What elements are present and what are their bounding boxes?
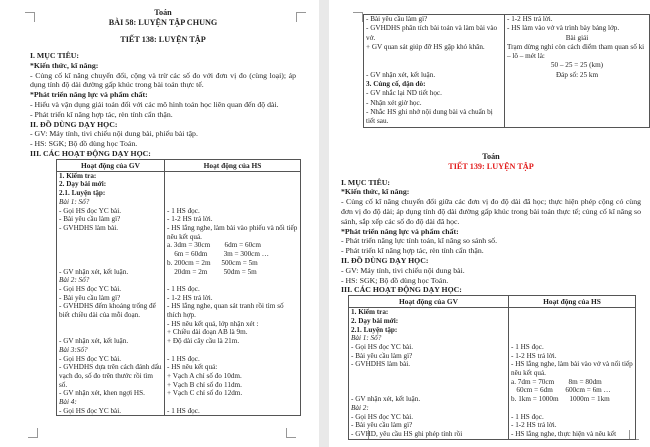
text-line: - 1-2 HS trả lời. bbox=[167, 293, 213, 302]
text-line: - Nhắc HS ghi nhớ nội dung bài và chuẩn bị tiết sau. bbox=[366, 107, 495, 126]
text-line: b. 1km = 1000m 1000m = 1km bbox=[511, 395, 610, 404]
text-line: - GVHDHS dựa trên cách đánh dấu vạch đo, số đo trên thước rồi tìm số. bbox=[59, 363, 164, 389]
text-line: + Vạch A chỉ số đo 10dm. bbox=[167, 371, 242, 380]
text-line: - HS: SGK; Bộ đồ dùng học Toán. bbox=[341, 275, 449, 285]
text-line: 6m = 60dm 3m = 300cm … bbox=[167, 250, 269, 259]
table-row bbox=[57, 268, 301, 277]
text-line: 2.1. Luyện tập: bbox=[59, 189, 106, 198]
table-row bbox=[349, 308, 636, 343]
table-cell-gv bbox=[57, 268, 165, 277]
text-line: Đáp số: 25 km bbox=[555, 70, 599, 79]
table-cell-gv bbox=[57, 276, 165, 285]
text-line: - 1-2 HS trả lời. bbox=[511, 421, 557, 430]
text-line: - HS làm vào vở và trình bày bảng lớp. bbox=[507, 24, 620, 33]
text-line: *Kiến thức, kĩ năng: bbox=[341, 187, 410, 197]
table-cell-hs bbox=[505, 43, 650, 71]
table-row bbox=[349, 430, 636, 439]
text-line: Bài 2: bbox=[351, 403, 369, 412]
text-line: II. ĐỒ DÙNG DẠY HỌC: bbox=[30, 119, 118, 129]
table-cell-gv bbox=[364, 43, 505, 71]
table-cell-hs bbox=[509, 421, 636, 430]
table-row bbox=[57, 355, 301, 364]
table-cell-hs bbox=[505, 24, 650, 43]
table-row bbox=[57, 302, 301, 337]
table-row bbox=[364, 24, 650, 43]
text-line: - GV nhận xét, kết luận. bbox=[59, 337, 129, 346]
lesson-title: BÀI 58: LUYỆN TẬP CHUNG bbox=[108, 18, 218, 27]
text-line: - GVHDHS làm bài. bbox=[351, 360, 411, 369]
text-line: + Vạch C chỉ số đo 12dm. bbox=[167, 389, 243, 398]
activities-table-138 bbox=[56, 159, 301, 417]
text-line: - 1-2 HS trả lời. bbox=[507, 15, 553, 23]
text-line: - GVHD, yêu cầu HS ghi phép tính rồi bbox=[351, 429, 463, 438]
text-line: - 1 HS đọc. bbox=[167, 354, 200, 363]
text-line: - Bài yêu cầu làm gì? bbox=[59, 293, 121, 302]
text-line: - GVHDHS làm bài. bbox=[59, 223, 119, 232]
text-line: - Gọi HS đọc YC bài. bbox=[59, 406, 122, 415]
text-line: - Gọi HS đọc YC bài. bbox=[59, 284, 122, 293]
text-line: - Củng cố kĩ năng chuyển đổi giữa các đơn vị đo độ dài đã học; thực hiện phép cộng có cùng đơn vị đo độ dài; áp dụng tính độ dài đường gấp khúc trong bài toán thực tế; củng cố kĩ năng so sánh, sắp xếp các số đo độ dài đã học. bbox=[341, 197, 643, 226]
text-line: - Bài yêu cầu làm gì? bbox=[366, 15, 428, 23]
table-row bbox=[57, 285, 301, 294]
table-cell-gv bbox=[57, 207, 165, 216]
text-line: - Củng cố kĩ năng chuyển đổi, cộng và trừ các số đo với đơn vị đo (cùng loại); áp dụng tính độ dài đường gấp khúc trong bài toán thực tế. bbox=[30, 70, 298, 90]
text-line: 1. Kiểm tra: bbox=[59, 171, 97, 180]
text-line: - Phát triển kĩ năng hợp tác, rèn tính cẩn thận. bbox=[341, 246, 484, 256]
text-line: + Độ dài cây cầu là 21m. bbox=[167, 337, 240, 346]
table-cell-gv bbox=[364, 15, 505, 25]
text-line: - Gọi HS đọc YC bài. bbox=[59, 206, 122, 215]
table-cell-gv bbox=[349, 343, 509, 352]
table-cell-hs bbox=[165, 215, 301, 224]
text-line: - GV nhận xét, kết luận. bbox=[366, 70, 436, 79]
text-line: - 1 HS đọc. bbox=[167, 284, 200, 293]
table-cell-hs bbox=[509, 404, 636, 413]
text-line: Bài 4: bbox=[59, 398, 77, 407]
page-gap bbox=[319, 0, 329, 447]
table-cell-hs bbox=[165, 346, 301, 355]
margin-corner-mark bbox=[28, 428, 38, 438]
table-row bbox=[57, 389, 301, 398]
table-cell-hs bbox=[165, 398, 301, 407]
table-cell-gv bbox=[349, 308, 509, 343]
table-row bbox=[57, 276, 301, 285]
text-line: 50 – 25 = 25 (km) bbox=[550, 61, 604, 70]
text-line: - Bài yêu cầu làm gì? bbox=[351, 351, 413, 360]
table-cell-gv bbox=[364, 24, 505, 43]
text-line: - GV nhận xét, khen ngợi HS. bbox=[59, 389, 145, 398]
table-cell-gv bbox=[349, 413, 509, 422]
table-column-header: Hoạt động của HS bbox=[509, 296, 636, 308]
text-line: 20dm = 2m 50dm = 5m bbox=[167, 267, 257, 276]
table-row bbox=[349, 352, 636, 361]
text-line: - Gọi HS đọc YC bài. bbox=[351, 412, 414, 421]
table-row bbox=[349, 343, 636, 352]
text-line: *Kiến thức, kĩ năng: bbox=[30, 60, 99, 70]
table-row bbox=[57, 207, 301, 216]
table-cell-gv bbox=[57, 398, 165, 407]
text-line: - Nhận xét giờ học. bbox=[366, 98, 422, 107]
table-cell-hs bbox=[509, 430, 636, 439]
text-line: a. 3dm = 30cm 6dm = 60cm bbox=[167, 241, 261, 250]
table-cell-gv bbox=[57, 346, 165, 355]
text-line: - 1 HS đọc. bbox=[511, 342, 544, 351]
text-line: *Phát triển năng lực và phẩm chất: bbox=[30, 90, 148, 100]
table-row bbox=[57, 224, 301, 268]
table-cell-gv bbox=[57, 215, 165, 224]
text-line: - Hiểu và vận dụng giải toán đối với các mô hình toán học liên quan đến độ dài. bbox=[30, 99, 279, 109]
text-line: 60cm = 6dm 600cm = 6m … bbox=[511, 386, 611, 395]
text-line: + GV quan sát giúp đỡ HS gặp khó khăn. bbox=[366, 42, 485, 51]
subject-title: Toán bbox=[154, 8, 172, 17]
table-cell-hs bbox=[509, 343, 636, 352]
table-cell-gv bbox=[57, 285, 165, 294]
text-line: 2. Dạy bài mới: bbox=[59, 180, 107, 189]
page-right bbox=[329, 0, 650, 447]
table-cell-gv bbox=[349, 421, 509, 430]
table-cell-hs bbox=[165, 389, 301, 398]
text-line: - Gọi HS đọc YC bài. bbox=[351, 342, 414, 351]
text-line: b. 200cm = 2m 500cm = 5m bbox=[167, 258, 258, 267]
table-cell-hs bbox=[165, 224, 301, 268]
text-line: - HS lắng nghe, làm bài vào vở và nối tiếp nêu kết quả. bbox=[511, 360, 635, 378]
table-cell-hs bbox=[165, 268, 301, 277]
table-cell-hs bbox=[165, 407, 301, 416]
text-line: - Phát triển năng lực tính toán, kĩ năng so sánh số. bbox=[341, 236, 498, 246]
table-cell-hs bbox=[165, 302, 301, 337]
text-line: - 1-2 HS trả lời. bbox=[511, 351, 557, 360]
table-row bbox=[57, 363, 301, 389]
text-line: - HS lắng nghe, thực hiện và nêu kết bbox=[511, 429, 617, 438]
table-cell-gv bbox=[57, 224, 165, 268]
text-line: - GV nhận xét, kết luận. bbox=[351, 395, 421, 404]
table-cell-hs bbox=[509, 352, 636, 361]
table-row bbox=[57, 346, 301, 355]
text-line: - GVHDHS phân tích bài toán và làm bài vào vở. bbox=[366, 24, 499, 42]
table-cell-gv bbox=[349, 352, 509, 361]
table-row bbox=[364, 43, 650, 71]
text-line: III. CÁC HOẠT ĐỘNG DẠY HỌC: bbox=[341, 285, 462, 295]
text-line: - Bài yêu cầu làm gì? bbox=[351, 421, 413, 430]
table-cell-hs bbox=[165, 363, 301, 389]
text-line: Trạm dừng nghỉ còn cách điểm tham quan số ki – lô – mét là: bbox=[507, 42, 646, 61]
table-column-header: Hoạt động của GV bbox=[57, 159, 165, 171]
table-cell-gv bbox=[57, 294, 165, 303]
table-cell-gv bbox=[349, 430, 509, 439]
text-line: I. MỤC TIÊU: bbox=[30, 51, 80, 60]
table-cell-gv bbox=[57, 363, 165, 389]
text-line: a. 7dm = 70cm 8m = 80dm bbox=[511, 377, 602, 386]
text-line: Bài 1: Số? bbox=[351, 334, 382, 343]
text-line: II. ĐỒ DÙNG DẠY HỌC: bbox=[341, 255, 429, 265]
objectives-section bbox=[341, 178, 641, 296]
text-line: - Bài yêu cầu làm gì? bbox=[59, 215, 121, 224]
page-left-content bbox=[30, 8, 300, 416]
text-line: Bài 2: Số? bbox=[59, 276, 90, 285]
subject-title: Toán bbox=[482, 151, 500, 161]
text-line: - HS: SGK; Bộ đồ dùng học Toán. bbox=[30, 139, 138, 149]
margin-corner-mark bbox=[296, 12, 306, 22]
text-line: - GVHDHS đếm khoảng trống để biết chiều dài của mỗi đoạn. bbox=[59, 302, 158, 320]
text-line: - HS nêu kết quả, lớp nhận xét : bbox=[167, 319, 259, 328]
table-cell-gv bbox=[364, 71, 505, 80]
text-line: - 1 HS đọc. bbox=[167, 406, 200, 415]
table-cell-gv bbox=[349, 395, 509, 404]
table-cell-gv bbox=[57, 302, 165, 337]
table-cell-hs bbox=[165, 276, 301, 285]
text-line: 2. Dạy bài mới: bbox=[351, 316, 399, 325]
table-column-header: Hoạt động của HS bbox=[165, 159, 301, 171]
activities-table-138-continued bbox=[363, 14, 650, 128]
table-row bbox=[57, 171, 301, 206]
table-cell-hs bbox=[509, 395, 636, 404]
margin-corner-mark bbox=[286, 428, 296, 438]
table-row bbox=[57, 407, 301, 416]
table-cell-gv bbox=[57, 337, 165, 346]
text-line: 1. Kiểm tra: bbox=[351, 308, 389, 317]
page-left bbox=[0, 0, 319, 447]
text-line: - HS lắng nghe, làm bài vào phiếu và nối tiếp nêu kết quả. bbox=[167, 223, 300, 241]
table-cell-hs bbox=[165, 355, 301, 364]
text-line: + Chiều dài đoạn AB là 9m. bbox=[167, 328, 248, 337]
objectives-section bbox=[30, 51, 296, 159]
table-row bbox=[349, 421, 636, 430]
text-line: Bài 1: Số? bbox=[59, 197, 90, 206]
table-cell-hs bbox=[505, 71, 650, 80]
table-cell-hs bbox=[509, 308, 636, 343]
table-row bbox=[364, 80, 650, 127]
period-title-139: TIẾT 139: LUYỆN TẬP bbox=[448, 161, 534, 171]
table-row bbox=[57, 337, 301, 346]
text-line: - HS nêu kết quả: bbox=[167, 363, 218, 372]
table-cell-gv bbox=[349, 360, 509, 395]
table-cell-gv bbox=[349, 404, 509, 413]
table-cell-hs bbox=[509, 413, 636, 422]
table-cell-hs bbox=[505, 80, 650, 127]
text-line: - GV: Máy tính, tivi chiếu nội dung bài. bbox=[341, 265, 465, 275]
activities-table-139 bbox=[348, 295, 636, 440]
table-row bbox=[364, 15, 650, 25]
text-line: - GV nhắc lại ND tiết học. bbox=[366, 89, 442, 98]
page-right-content bbox=[341, 14, 646, 440]
table-cell-gv bbox=[57, 407, 165, 416]
text-line: Bài 3:Số? bbox=[59, 345, 88, 354]
text-line: I. MỤC TIÊU: bbox=[341, 177, 391, 187]
table-row bbox=[57, 294, 301, 303]
text-line: 2.1. Luyện tập: bbox=[351, 325, 398, 334]
table-row bbox=[349, 395, 636, 404]
text-line: - HS lắng nghe, quan sát tranh rồi tìm số thích hợp. bbox=[167, 302, 286, 320]
table-row bbox=[349, 413, 636, 422]
text-line: - GV nhận xét, kết luận. bbox=[59, 267, 129, 276]
table-cell-gv bbox=[57, 355, 165, 364]
text-line: - 1 HS đọc. bbox=[167, 206, 200, 215]
table-cell-hs bbox=[165, 285, 301, 294]
table-row bbox=[364, 71, 650, 80]
table-cell-hs bbox=[165, 337, 301, 346]
text-line: - 1 HS đọc. bbox=[511, 412, 544, 421]
text-line: Bài giải bbox=[565, 33, 589, 42]
text-line: - Phát triển kĩ năng hợp tác, rèn tính cẩn thận. bbox=[30, 109, 173, 119]
table-cell-gv bbox=[57, 389, 165, 398]
text-line: *Phát triển năng lực và phẩm chất: bbox=[341, 226, 459, 236]
text-line: + Vạch B chỉ số đo 11dm. bbox=[167, 380, 242, 389]
table-row bbox=[57, 398, 301, 407]
table-cell-hs bbox=[509, 360, 636, 395]
text-line: - GV: Máy tính, tivi chiếu nội dung bài, phiếu bài tập. bbox=[30, 129, 198, 139]
table-cell-hs bbox=[165, 171, 301, 206]
table-cell-gv bbox=[57, 171, 165, 206]
text-line: - Gọi HS đọc YC bài. bbox=[59, 354, 122, 363]
text-line: - 1-2 HS trả lời. bbox=[167, 215, 213, 224]
text-line: III. CÁC HOẠT ĐỘNG DẠY HỌC: bbox=[30, 148, 151, 158]
table-cell-hs bbox=[165, 294, 301, 303]
period-title-138: TIẾT 138: LUYỆN TẬP bbox=[120, 35, 206, 44]
table-cell-gv bbox=[364, 80, 505, 127]
table-row bbox=[349, 404, 636, 413]
table-cell-hs bbox=[165, 207, 301, 216]
table-row bbox=[349, 360, 636, 395]
table-cell-hs bbox=[505, 15, 650, 25]
table-column-header: Hoạt động của GV bbox=[349, 296, 509, 308]
table-row bbox=[57, 215, 301, 224]
text-line: 3. Củng cố, dặn dò: bbox=[366, 80, 426, 89]
